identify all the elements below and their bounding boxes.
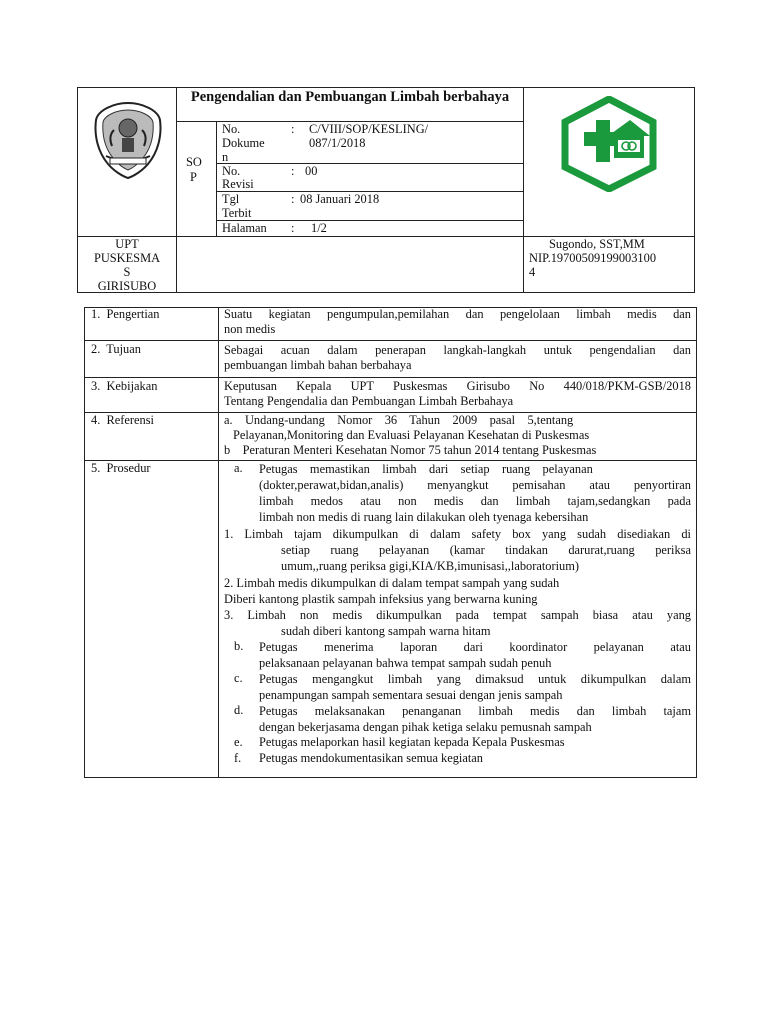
tujuan-line-2: pembuangan limbah bahan berbahaya bbox=[224, 358, 412, 372]
referensi-label: 4. Referensi bbox=[91, 413, 154, 427]
signer-nip-2: 4 bbox=[529, 265, 536, 279]
referensi-content bbox=[224, 413, 691, 458]
date-colon: : bbox=[291, 192, 295, 206]
pengertian-content bbox=[224, 307, 691, 337]
date-label-2: Terbit bbox=[222, 206, 252, 220]
prosedur-step-2-line-2: Diberi kantong plastik sampah infeksius yang berwarna kuning bbox=[224, 592, 538, 606]
unit-line-4: GIRISUBO bbox=[97, 279, 157, 293]
doc-no-value-1: C/VIII/SOP/KESLING/ bbox=[309, 122, 429, 136]
unit-line-2: PUSKESMA bbox=[93, 251, 161, 265]
prosedur-a-text bbox=[259, 461, 691, 525]
page-label: Halaman bbox=[222, 221, 267, 235]
prosedur-b-marker: b. bbox=[234, 639, 244, 653]
referensi-line-1: a. Undang-undang Nomor 36 Tahun 2009 pasal 5,tentang bbox=[224, 413, 574, 427]
signer-name: Sugondo, SST,MM bbox=[549, 237, 645, 251]
kebijakan-line-2: Tentang Pengendalia dan Pembuangan Limbah Berbahaya bbox=[224, 394, 514, 408]
prosedur-b-line-2: pelaksanaan pelayanan bahwa tempat sampah sudah penuh bbox=[259, 656, 552, 670]
prosedur-c-marker: c. bbox=[234, 671, 243, 685]
doc-no-label-2: Dokume bbox=[222, 136, 265, 150]
page-colon: : bbox=[291, 221, 295, 235]
tujuan-label: 2. Tujuan bbox=[91, 342, 141, 356]
prosedur-step-3 bbox=[224, 607, 691, 639]
pengertian-line-1: Suatu kegiatan pengumpulan,pemilahan dan pengelolaan limbah medis dan bbox=[224, 307, 691, 321]
revision-colon: : bbox=[291, 164, 295, 178]
kebijakan-label: 3. Kebijakan bbox=[91, 379, 158, 393]
sop-label-line1: SO bbox=[186, 155, 202, 169]
prosedur-a-line-4: limbah non medis di ruang lain dilakukan oleh tyenaga kebersihan bbox=[259, 510, 589, 524]
prosedur-e-line-1: Petugas melaporkan hasil kegiatan kepada Kepala Puskesmas bbox=[259, 735, 565, 749]
doc-no-value-2: 087/1/2018 bbox=[309, 136, 366, 150]
date-value: 08 Januari 2018 bbox=[300, 192, 380, 206]
kebijakan-line-1: Keputusan Kepala UPT Puskesmas Girisubo No 440/018/PKM-GSB/2018 bbox=[224, 379, 691, 393]
doc-no-label-3: n bbox=[222, 150, 229, 164]
prosedur-b-text bbox=[259, 639, 691, 671]
page-title: Pengendalian dan Pembuangan Limbah berbahaya bbox=[190, 89, 510, 105]
prosedur-step-2 bbox=[224, 575, 691, 607]
prosedur-c-line-1: Petugas mengangkut limbah yang dimaksud untuk dikumpulkan dalam bbox=[259, 672, 691, 686]
referensi-line-2: Pelayanan,Monitoring dan Evaluasi Pelayanan Kesehatan di Puskesmas bbox=[233, 428, 590, 442]
prosedur-a-marker: a. bbox=[234, 461, 243, 475]
doc-no-label-1: No. bbox=[222, 122, 241, 136]
prosedur-f-line-1: Petugas mendokumentasikan semua kegiatan bbox=[259, 751, 484, 765]
tujuan-content bbox=[224, 343, 691, 373]
page-value: 1/2 bbox=[311, 221, 327, 235]
prosedur-step-3-line-2: sudah diberi kantong sampah warna hitam bbox=[281, 624, 491, 638]
pengertian-line-2: non medis bbox=[224, 322, 276, 336]
prosedur-d-line-1: Petugas melaksanakan penanganan limbah medis dan limbah tajam bbox=[259, 704, 691, 718]
unit-name bbox=[78, 237, 176, 293]
prosedur-c-text bbox=[259, 671, 691, 703]
date-label-1: Tgl bbox=[222, 192, 240, 206]
revision-label-2: Revisi bbox=[222, 177, 254, 191]
prosedur-d-text bbox=[259, 703, 691, 735]
signer-nip-1: NIP.19700509199003100 bbox=[529, 251, 657, 265]
regional-emblem-logo bbox=[92, 100, 164, 180]
kebijakan-content bbox=[224, 379, 691, 409]
shield-emblem-icon bbox=[92, 100, 164, 180]
unit-line-3: S bbox=[123, 265, 131, 279]
prosedur-d-marker: d. bbox=[234, 703, 244, 717]
doc-no-colon: : bbox=[291, 122, 295, 136]
prosedur-step-1 bbox=[224, 526, 691, 574]
prosedur-e-marker: e. bbox=[234, 735, 243, 749]
prosedur-d-line-2: dengan bekerjasama dengan pihak ketiga selaku pemusnah sampah bbox=[259, 720, 592, 734]
prosedur-b-line-1: Petugas menerima laporan dari koordinator pelayanan atau bbox=[259, 640, 691, 654]
referensi-line-3: b Peraturan Menteri Kesehatan Nomor 75 tahun 2014 tentang Puskesmas bbox=[224, 443, 597, 457]
prosedur-a-line-2: (dokter,perawat,bidan,analis) menyangkut pemisahan atau penyortiran bbox=[259, 478, 691, 492]
prosedur-step-1-line-2: setiap ruang pelayanan (kamar tindakan darurat,ruang periksa bbox=[281, 543, 691, 557]
prosedur-step-1-line-1: 1. Limbah tajam dikumpulkan di dalam safety box yang sudah disediakan di bbox=[224, 527, 691, 541]
unit-line-1: UPT bbox=[115, 237, 139, 251]
puskesmas-logo bbox=[560, 96, 658, 192]
tujuan-line-1: Sebagai acuan dalam penerapan langkah-langkah untuk pengendalian dan bbox=[224, 343, 691, 357]
prosedur-step-3-line-1: 3. Limbah non medis dikumpulkan pada tempat sampah biasa atau yang bbox=[224, 608, 691, 622]
pengertian-label: 1. Pengertian bbox=[91, 307, 160, 321]
prosedur-c-line-2: penampungan sampah sementara sesuai dengan jenis sampah bbox=[259, 688, 563, 702]
prosedur-a-line-1: Petugas memastikan limbah dari setiap ruang pelayanan bbox=[259, 462, 593, 476]
revision-value: 00 bbox=[305, 164, 318, 178]
prosedur-label: 5. Prosedur bbox=[91, 461, 151, 475]
sop-label-line2: P bbox=[190, 170, 197, 184]
prosedur-step-1-line-3: umum,,ruang periksa gigi,KIA/KB,imunisasi,,laboratorium) bbox=[281, 559, 580, 573]
prosedur-a-line-3: limbah medos atau non medis dan limbah tajam,sedangkan pada bbox=[259, 494, 691, 508]
prosedur-step-2-line-1: 2. Limbah medis dikumpulkan di dalam tempat sampah yang sudah bbox=[224, 576, 560, 590]
revision-label-1: No. bbox=[222, 164, 241, 178]
puskesmas-hexagon-icon bbox=[560, 96, 658, 192]
prosedur-f-marker: f. bbox=[234, 751, 242, 765]
